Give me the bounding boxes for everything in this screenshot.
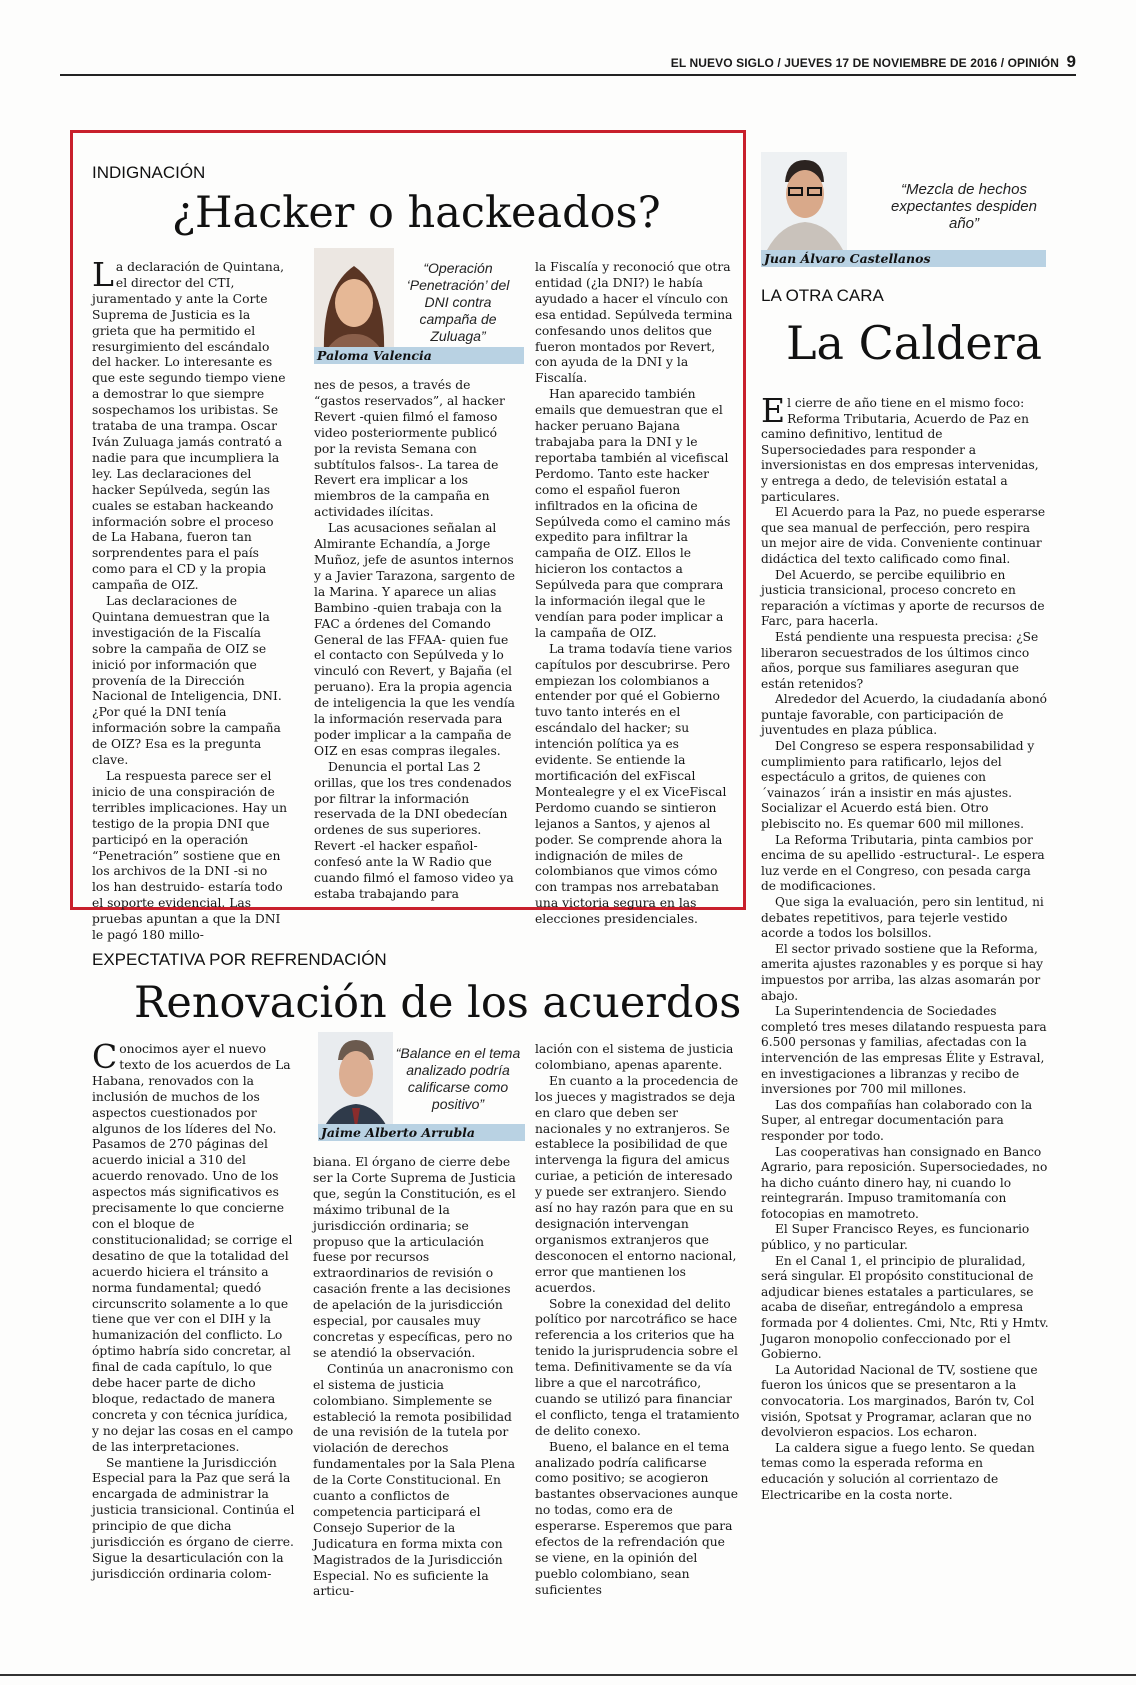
article1-column-3 — [535, 260, 735, 927]
article3-paragraph: La Superintendencia de Sociedades completó tres meses dilatando respuesta para 6.500 personas y familias, afectadas con la intervención de las empresas Élite y Estraval, en investigaciones a libranzas y recibo de inversiones por 700 mil millones. — [761, 1004, 1047, 1097]
article3-paragraph: Que siga la evaluación, pero sin lentitud, ni debates repetitivos, para tejerle vestido acorde a todos los bolsillos. — [761, 895, 1044, 941]
article3-paragraph: La caldera sigue a fuego lento. Se quedan temas como la esperada reforma en educación y solución al corrientazo de Electricaribe en la costa norte. — [761, 1440, 1035, 1502]
article3-pull-quote: “Mezcla de hechos expectantes despiden año” — [891, 181, 1037, 232]
article2-paragraph: Bueno, el balance en el tema analizado podría calificarse como positivo; se acogieron bastantes observaciones aunque no todas, como era de esperarse. Esperemos que para efectos de la refrendación que se viene, en la opinión del pueblo colombiano, sean suficientes — [535, 1439, 739, 1597]
article1-dropcap: L — [92, 255, 114, 294]
article1-column-1 — [92, 255, 288, 943]
article3-paragraph: El Super Francisco Reyes, es funcionario público, y no particular. — [761, 1222, 1030, 1253]
article3-paragraph: En el Canal 1, el principio de pluralidad, será singular. El propósito constitucional de adjudicar bienes estatales a particulares, se acaba de diseñar, entregándolo a empresa formada por 4 dolientes. Cmi, Ntc, Rti y Hmtv. Jugaron monopolio confeccionado por el Gobierno. — [761, 1253, 1049, 1362]
article2-paragraph: lación con el sistema de justicia colombiano, apenas aparente. — [535, 1042, 734, 1072]
article1-paragraph: Las declaraciones de Quintana demuestran que la investigación de la Fiscalía sobre la campaña de OIZ se inició por información que provenía de la Dirección Nacional de Inteligencia, DNI. ¿Por qué la DNI tenía información sobre la campaña de OIZ? Esa es la pregunta clave. — [92, 594, 282, 768]
article2-column-3 — [535, 1042, 741, 1660]
article1-author-name: Paloma Valencia — [314, 347, 524, 364]
article2-column-1 — [92, 1037, 296, 1660]
article2-pull-quote: “Balance en el tema analizado podría calificarse como positivo” — [395, 1045, 521, 1112]
author-photo-paloma-valencia — [314, 248, 394, 358]
article3-body — [761, 391, 1049, 1656]
article3-paragraph: La Autoridad Nacional de TV, sostiene que fueron los únicos que se presentaron a la convocatoria. Los marginados, Barón tv, Col visión, Spotsat y Programar, aclaran que no devolvieron espacios. Los echaron. — [761, 1362, 1038, 1440]
article2-title: Renovación de los acuerdos — [134, 978, 742, 1028]
masthead — [671, 52, 1076, 72]
article2-paragraph: onocimos ayer el nuevo texto de los acuerdos de La Habana, renovados con la inclusión de muchos de los aspectos cuestionados por algunos de los líderes del No. Pasamos de 270 páginas del acuerdo inicial a 310 del acuerdo renovado. Uno de los aspectos más significativos es precisamente lo que concierne con el bloque de constitucionalidad; se corrige el desatino de que la totalidad del acuerdo hiciera el tránsito a norma fundamental; quedó circunscrito solamente a lo que tiene que ver con el DIH y la humanización del conflicto. Lo óptimo habría sido concretar, al final de cada capítulo, lo que debe hacer parte de dicho bloque, redactado de manera concreta y con técnica jurídica, y no dejar las cosas en el campo de las interpretaciones. — [92, 1042, 294, 1454]
article3-paragraph: Del Acuerdo, se percibe equilibrio en justicia transicional, proceso concreto en reparación a víctimas y aporte de recursos de Farc, para hacerla. — [761, 567, 1045, 629]
article2-kicker: EXPECTATIVA POR REFRENDACIÓN — [92, 950, 387, 969]
author-photo-juan-alvaro-castellanos — [761, 152, 847, 250]
article2-author-name: Jaime Alberto Arrubla — [318, 1124, 525, 1141]
article3-paragraph: Las dos compañías han colaborado con la Super, al entregar documentación para responder por todo. — [761, 1097, 1033, 1143]
article3-paragraph: Las cooperativas han consignado en Banco Agrario, para reposición. Supersociedades, no ha dicho cuánto dinero hay, ni cuando lo reintegrarán. Impuso tramitomanía con fotocopias en mamotreto. — [761, 1144, 1048, 1221]
article3-paragraph: Está pendiente una respuesta precisa: ¿Se liberaron secuestrados de los últimos cinco años, porque sus familiares aseguran que están retenidos? — [761, 629, 1039, 691]
article3-kicker: LA OTRA CARA — [761, 286, 884, 305]
article1-paragraph: Han aparecido también emails que demuestran que el hacker peruano Bajana trabajaba para la DNI y le reportaba también al vicefiscal Perdomo. Tanto este hacker como el español fueron infiltrados en la oficina de Sepúlveda como el camino más expedito para infiltrar la campaña de OIZ. Ellos le hicieron los contactos a Sepúlveda para que comprara la información ilegal que le vendían para poder implicar a la campaña de OIZ. — [535, 387, 731, 640]
article2-paragraph: Se mantiene la Jurisdicción Especial para la Paz que será la encargada de administrar la justicia transicional. Continúa el principio de que dicha jurisdicción es órgano de cierre. Sigue la desarticulación con la jurisdicción ordinaria colom- — [92, 1455, 295, 1581]
article2-paragraph: En cuanto a la procedencia de los jueces y magistrados se deja en claro que deben ser nacionales y no extranjeros. Se establece la posibilidad de que intervenga la figura del amicus curiae, a petición de interesado y puede ser extranjero. Siendo así no hay razón para que en su designación intervengan organismos extranjeros que desconocen el entorno nacional, error que mantienen los acuerdos. — [535, 1073, 739, 1295]
article3-paragraph: El sector privado sostiene que la Reforma, amerita ajustes razonables y es porque si hay impuestos por arriba, las alzas asomarán por abajo. — [761, 941, 1044, 1003]
article3-dropcap: E — [761, 391, 786, 430]
page-number: 9 — [1066, 52, 1076, 71]
article1-pull-quote: “Operación ‘Penetración’ del DNI contra campaña de Zuluaga” — [406, 260, 510, 344]
article1-paragraph: Denuncia el portal Las 2 orillas, que los tres condenados por filtrar la información reservada de la DNI obedecían ordenes de sus superiores. Revert -el hacker español- confesó ante la W Radio que cuando filmó el famoso video ya estaba trabajando para — [314, 759, 514, 901]
article1-paragraph: a declaración de Quintana, el director del CTI, juramentado y ante la Corte Suprema de Justicia es la grieta que ha permitido el resurgimiento del escándalo del hacker. Lo interesante es que este segundo tiempo viene a demostrar lo que siempre sospechamos los uribistas. Se trataba de una trampa. Oscar Iván Zuluaga jamás contrató a nadie para que incumpliera la ley. Las declaraciones del hacker Sepúlveda, según las cuales se estaban hackeando información sobre el proceso de La Habana, fueron tan sorprendentes para el país como para el CD y la propia campaña de OIZ. — [92, 260, 286, 593]
article3-paragraph: Del Congreso se espera responsabilidad y cumplimiento para ratificarlo, lejos del espectáculo a gritos, de quienes con ´vainazos´ irán a insistir en más ajustes. Socializar el Acuerdo está bien. Otro plebiscito no. Es quemar 600 mil millones. — [761, 739, 1035, 832]
article1-paragraph: La trama todavía tiene varios capítulos por descubrirse. Pero empiezan los colombianos a entender por qué el Gobierno tuvo tanto interés en el escándalo del hacker; su intención política ya es evidente. Se entiende la mortificación del exFiscal Montealegre y el ex ViceFiscal Perdomo cuando se sintieron lejanos a Santos, y ajenos al poder. Se comprende ahora la indignación de miles de colombianos que vimos cómo con trampas nos arrebataban una victoria segura en las elecciones presidenciales. — [535, 641, 733, 927]
article1-paragraph: nes de pesos, a través de “gastos reservados”, al hacker Revert -quien filmó el famoso video posteriormente publicó por la revista Semana con subtítulos falsos-. La tarea de Revert era implicar a los miembros de la campaña en actividades ilícitas. — [314, 378, 505, 520]
article2-paragraph: Sobre la conexidad del delito político por narcotráfico se hace referencia a los criterios que ha tenido la jurisprudencia sobre el tema. Definitivamente se da vía libre a que el narcotráfico, cuando se utilizó para financiar el conflicto, tenga el tratamiento de delito conexo. — [535, 1296, 740, 1438]
article3-paragraph: l cierre de año tiene en el mismo foco: Reforma Tributaria, Acuerdo de Paz en camino definitivo, lentitud de Supersociedades para responder a inversionistas en dos empresas intervenidas, y entrega a dedo, de televisión estatal a particulares. — [761, 396, 1039, 504]
author-photo-jaime-alberto-arrubla — [318, 1032, 393, 1136]
article1-kicker: INDIGNACIÓN — [92, 163, 206, 182]
article3-title: La Caldera — [786, 316, 1043, 370]
article2-paragraph: biana. El órgano de cierre debe ser la Corte Suprema de Justicia que, según la Constitución, es el máximo tribunal de la jurisdicción ordinaria; se propuso que la articulación fuese por recursos extraordinarios de revisión o casación frente a las decisiones de apelación de la jurisdicción especial, por causales muy concretas y específicas, pero no se atendió la observación. — [313, 1155, 516, 1360]
article3-paragraph: El Acuerdo para la Paz, no puede esperarse que sea manual de perfección, pero respira un mejor aire de vida. Conveniente continuar didáctica del texto calificado como final. — [761, 505, 1046, 566]
top-rule — [60, 74, 1076, 76]
article3-paragraph: La Reforma Tributaria, pinta cambios por encima de su apellido -estructural-. Le espera luz verde en el Congreso, con pesada carga de modificaciones. — [761, 832, 1045, 894]
article1-paragraph: La respuesta parece ser el inicio de una conspiración de terribles implicaciones. Hay un testigo de la propia DNI que participó en la operación “Penetración” sostiene que en los archivos de la DNI -si no los han destruido- estaría todo el soporte evidencial. Las pruebas apuntan a que la DNI le pagó 180 millo- — [92, 769, 288, 943]
masthead-text: EL NUEVO SIGLO / JUEVES 17 DE NOVIEMBRE DE 2016 / OPINIÓN — [670, 56, 1059, 70]
article3-paragraph: Alrededor del Acuerdo, la ciudadanía abonó puntaje favorable, con participación de juventudes en plaza pública. — [761, 692, 1048, 738]
article1-column-2 — [314, 378, 518, 901]
article1-paragraph: la Fiscalía y reconoció que otra entidad (¿la DNI?) le había ayudado a hacer el vínculo con esa entidad. Sepúlveda termina confesando unos delitos que fueron montados por Revert, con ayuda de la DNI y la Fiscalía. — [535, 260, 733, 386]
article1-title: ¿Hacker o hackeados? — [172, 188, 661, 238]
article1-paragraph: Las acusaciones señalan al Almirante Echandía, a Jorge Muñoz, jefe de asuntos internos y a Javier Tarazona, sargento de la Marina. Y aparece un alias Bambino -quien trabaja con la FAC a órdenes del Comando General de las FFAA- quien fue el contacto con Sepúlveda y lo vinculó con Revert, y Bajaña (el peruano). Era la propia agencia de inteligencia la que les vendía la información reservada para poder implicar a la campaña de OIZ en esas compras ilegales. — [314, 521, 516, 758]
article3-author-name: Juan Álvaro Castellanos — [761, 250, 1046, 267]
bottom-rule — [0, 1674, 1136, 1676]
article2-paragraph: Continúa un anacronismo con el sistema de justicia colombiano. Simplemente se estableció la remota posibilidad de una revisión de la tutela por violación de derechos fundamentales por la Sala Plena de la Corte Constitucional. En cuanto a conflictos de competencia participará el Consejo Superior de la Judicatura en forma mixta con Magistrados de la Jurisdicción Especial. No es suficiente la articu- — [313, 1361, 516, 1599]
article2-column-2 — [313, 1155, 519, 1660]
article2-dropcap: C — [92, 1037, 118, 1076]
